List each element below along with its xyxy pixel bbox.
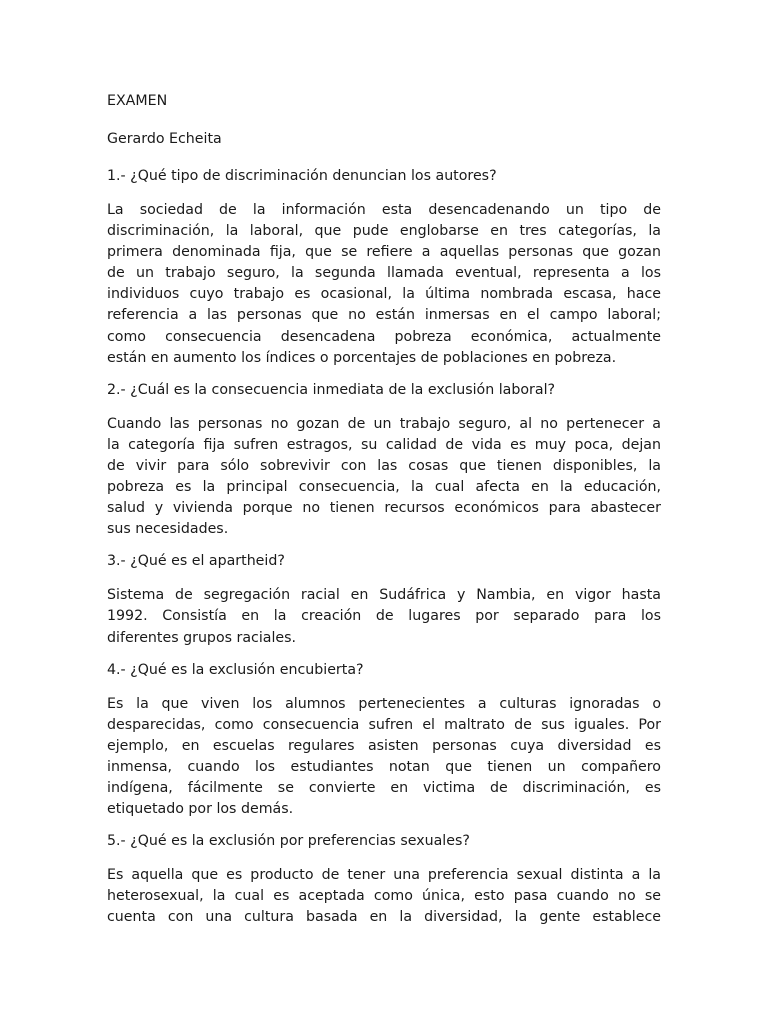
answer-line: individuos cuyo trabajo es ocasional, la última nombrada escasa, hace (107, 286, 661, 303)
answer-line: pobreza es la principal consecuencia, la cual afecta en la educación, (107, 479, 661, 496)
document-page (107, 91, 661, 939)
answer-line: Es aquella que es producto de tener una preferencia sexual distinta a la (107, 867, 661, 884)
question-1: 1.- ¿Qué tipo de discriminación denuncian los autores? (107, 168, 497, 184)
answer-line: primera denominada fija, que se refiere a aquellas personas que gozan (107, 244, 661, 261)
question-4: 4.- ¿Qué es la exclusión encubierta? (107, 661, 364, 678)
answer-line: desparecidas, como consecuencia sufren el maltrato de sus iguales. Por (107, 716, 661, 733)
author-name: Gerardo Echeita (107, 131, 222, 147)
question-3: 3.- ¿Qué es el apartheid? (107, 553, 285, 570)
answer-3 (107, 585, 661, 648)
question-5: 5.- ¿Qué es la exclusión por preferencias sexuales? (107, 833, 470, 850)
answer-line: heterosexual, la cual es aceptada como única, esto pasa cuando no se (107, 888, 661, 905)
answer-line: cuenta con una cultura basada en la diversidad, la gente establece (107, 909, 661, 926)
answer-line: Es la que viven los alumnos pertenecientes a culturas ignoradas o (107, 695, 661, 712)
answer-line: de un trabajo seguro, la segunda llamada eventual, representa a los (107, 265, 661, 282)
answer-5 (107, 865, 661, 928)
answer-line: están en aumento los índices o porcentajes de poblaciones en pobreza. (107, 349, 617, 366)
answer-line: Cuando las personas no gozan de un trabajo seguro, al no pertenecer a (107, 415, 661, 432)
document-title: EXAMEN (107, 93, 168, 109)
answer-line: de vivir para sólo sobrevivir con las cosas que tienen disponibles, la (107, 457, 661, 474)
answer-line: la categoría fija sufren estragos, su calidad de vida es muy poca, dejan (107, 436, 661, 453)
answer-line: etiquetado por los demás. (107, 801, 294, 818)
answer-line: referencia a las personas que no están inmersas en el campo laboral; (107, 307, 661, 324)
answer-line: ejemplo, en escuelas regulares asisten personas cuya diversidad es (107, 737, 661, 754)
answer-line: diferentes grupos raciales. (107, 629, 297, 646)
answer-line: sus necesidades. (107, 521, 229, 538)
answer-4 (107, 694, 661, 821)
answer-2 (107, 414, 661, 541)
answer-line: como consecuencia desencadena pobreza económica, actualmente (107, 328, 661, 345)
answer-line: salud y vivienda porque no tienen recursos económicos para abastecer (107, 500, 661, 517)
answer-line: indígena, fácilmente se convierte en victima de discriminación, es (107, 779, 661, 796)
answer-line: inmensa, cuando los estudiantes notan que tienen un compañero (107, 758, 661, 775)
answer-line: 1992. Consistía en la creación de lugares por separado para los (107, 608, 661, 625)
answer-1 (107, 200, 661, 369)
answer-line: Sistema de segregación racial en Sudáfrica y Nambia, en vigor hasta (107, 587, 661, 604)
answer-line: discriminación, la laboral, que pude englobarse en tres categorías, la (107, 223, 661, 240)
answer-line: La sociedad de la información esta desencadenando un tipo de (107, 202, 661, 218)
question-2: 2.- ¿Cuál es la consecuencia inmediata de la exclusión laboral? (107, 381, 556, 398)
